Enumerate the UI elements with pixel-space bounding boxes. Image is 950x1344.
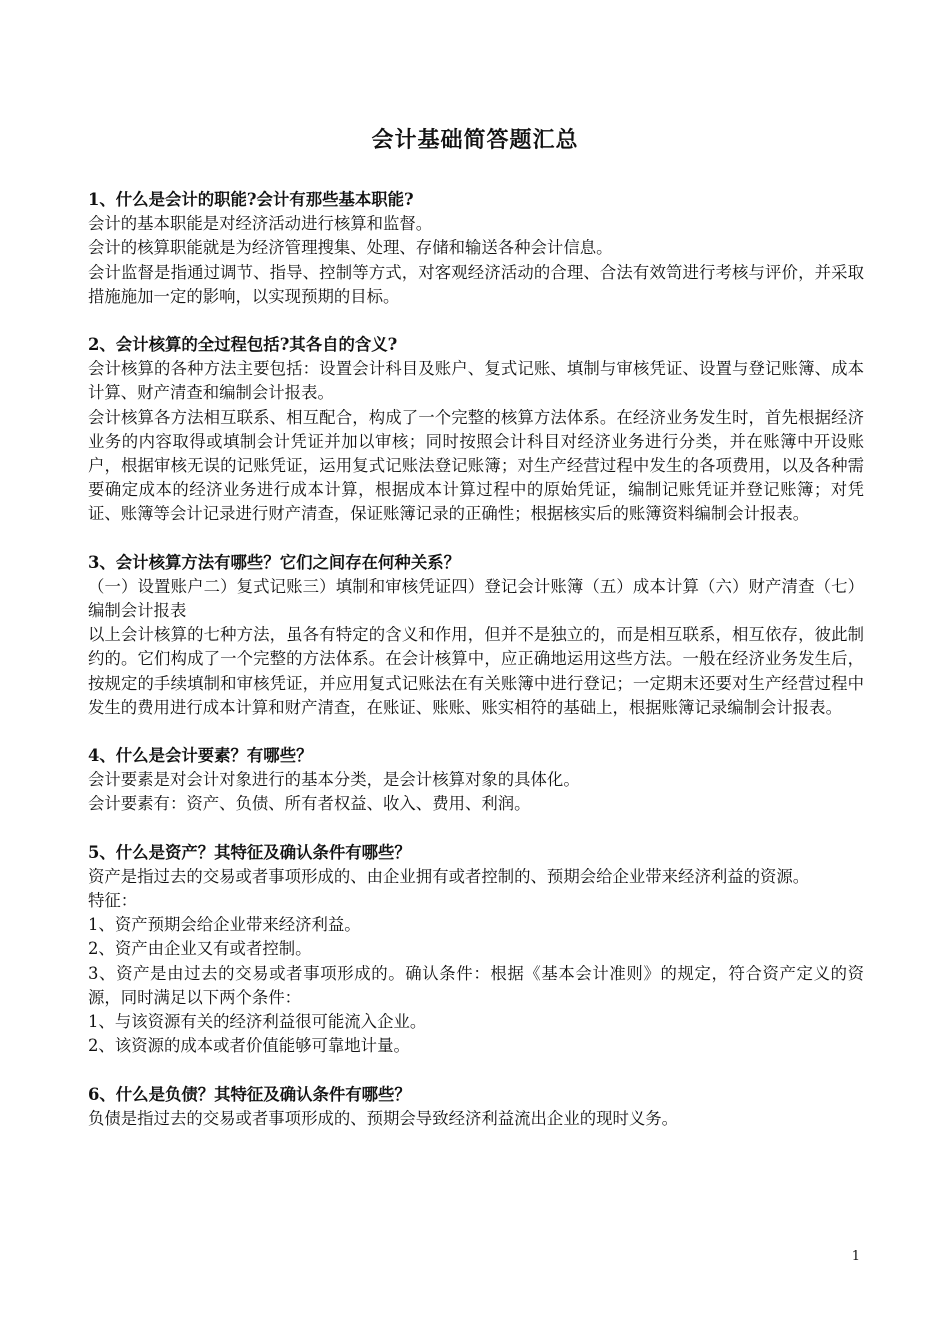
- page-number: 1: [851, 1249, 860, 1264]
- document-body: [88, 188, 864, 1155]
- question-heading: 2、会计核算的全过程包括?其各自的含义?: [88, 335, 398, 355]
- answer-paragraph: （一）设置账户二）复式记账三）填制和审核凭证四）登记会计账簿（五）成本计算（六）财产清查（七）编制会计报表: [88, 576, 864, 621]
- answer-paragraph: 会计核算的各种方法主要包括：设置会计科目及账户、复式记账、填制与审核凭证、设置与登记账簿、成本计算、财产清查和编制会计报表。: [88, 359, 864, 403]
- answer-list-item: 3、资产是由过去的交易或者事项形成的。确认条件：根据《基本会计准则》的规定，符合资产定义的资源，同时满足以下两个条件：: [88, 963, 864, 1007]
- question-heading: 4、什么是会计要素？有哪些？: [88, 746, 313, 766]
- answer-paragraph: 会计要素是对会计对象进行的基本分类，是会计核算对象的具体化。: [88, 770, 580, 790]
- qa-section-1: [88, 188, 864, 309]
- question-heading: 5、什么是资产？其特征及确认条件有哪些？: [88, 842, 411, 862]
- answer-list-item: 2、该资源的成本或者价值能够可靠地计量。: [88, 1036, 410, 1056]
- document-title: 会计基础简答题汇总: [371, 127, 579, 153]
- answer-paragraph: 资产是指过去的交易或者事项形成的、由企业拥有或者控制的、预期会给企业带来经济利益的资源。: [88, 866, 810, 886]
- question-heading: 3、会计核算方法有哪些？它们之间存在何种关系？: [88, 552, 460, 572]
- question-heading: 1、什么是会计的职能?会计有那些基本职能?: [88, 190, 414, 209]
- qa-section-3: [88, 551, 864, 720]
- qa-section-6: [88, 1083, 864, 1131]
- answer-paragraph: 会计的基本职能是对经济活动进行核算和监督。: [88, 214, 433, 234]
- qa-section-2: [88, 333, 864, 527]
- question-heading: 6、什么是负债？其特征及确认条件有哪些？: [88, 1084, 411, 1104]
- answer-list-item: 1、与该资源有关的经济利益很可能流入企业。: [88, 1012, 427, 1032]
- answer-list-item: 1、资产预期会给企业带来经济利益。: [88, 915, 361, 935]
- answer-list-item: 2、资产由企业又有或者控制。: [88, 939, 312, 959]
- answer-paragraph: 会计核算各方法相互联系、相互配合，构成了一个完整的核算方法体系。在经济业务发生时，首先根据经济业务的内容取得或填制会计凭证并加以审核；同时按照会计科目对经济业务进行分类，并在账簿中开设账户，根据审核无误的记账凭证，运用复式记账法登记账簿；对生产经营过程中发生的各项费用，以及各种需要确定成本的经济业务进行成本计算，根据成本计算过程中的原始凭证，编制记账凭证并登记账簿；对凭证、账簿等会计记录进行财产清查，保证账簿记录的正确性；根据核实后的账簿资料编制会计报表。: [88, 407, 864, 524]
- answer-paragraph: 以上会计核算的七种方法，虽各有特定的含义和作用，但并不是独立的，而是相互联系，相互依存，彼此制约的。它们构成了一个完整的方法体系。在会计核算中，应正确地运用这些方法。一般在经济业务发生后，按规定的手续填制和审核凭证，并应用复式记账法在有关账簿中进行登记；一定期末还要对生产经营过程中发生的费用进行成本计算和财产清查，在账证、账账、账实相符的基础上，根据账簿记录编制会计报表。: [88, 625, 864, 717]
- qa-section-4: [88, 744, 864, 817]
- answer-paragraph: 会计要素有：资产、负债、所有者权益、收入、费用、利润。: [88, 794, 531, 814]
- answer-paragraph: 负债是指过去的交易或者事项形成的、预期会导致经济利益流出企业的现时义务。: [88, 1108, 679, 1128]
- qa-section-5: [88, 841, 864, 1059]
- answer-paragraph: 会计的核算职能就是为经济管理搜集、处理、存储和输送各种会计信息。: [88, 238, 613, 258]
- answer-paragraph: 会计监督是指通过调节、指导、控制等方式，对客观经济活动的合理、合法有效笥进行考核与评价，并采取措施施加一定的影响，以实现预期的目标。: [88, 262, 864, 306]
- answer-paragraph: 特征：: [88, 891, 138, 911]
